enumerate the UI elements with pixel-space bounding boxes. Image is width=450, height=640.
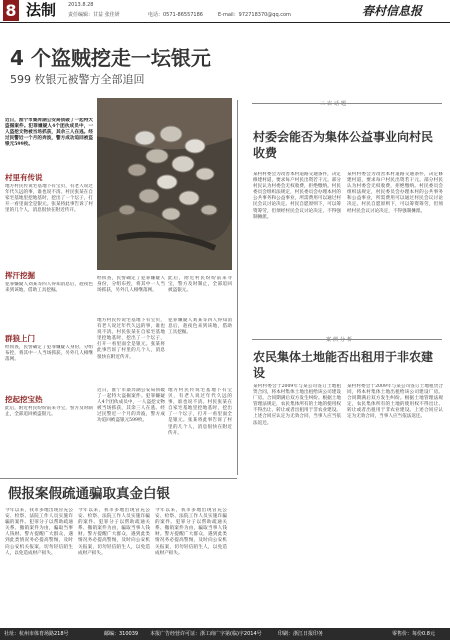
ad-top-rule [0, 478, 237, 479]
sub-heading-rumor: 村里有传说 [5, 173, 43, 182]
page-number: 8 [3, 0, 19, 21]
footer-address: 社址：杭州市体育场路218号 [4, 631, 69, 637]
sub-heading-group: 群狼上门 [5, 334, 35, 343]
ad-body-col2: 今年以来，我市多地出现冒充公安、检察、法院工作人员实施诈骗的案件。犯罪分子以帮助疏通关系、撤销案件为由，骗取当事人钱财。警方提醒广大群众，遇到此类情况务必提高警惕，及时向公安机关报案，切勿轻信陌生人，以免造成财产损失。 [78, 508, 150, 556]
masthead-rule [0, 22, 450, 23]
right1-label: 三农话题 [320, 101, 349, 107]
right1-body-col2: 某村村委会为改善本村道路交通条件，决定修建村道，要求每户村民出资若干元。部分村民认为村委会无权收费，拒绝缴纳。村民委员会组织法规定，村民委员会办理本村的公共事务和公益事业，所需费用可以通过村民会议讨论决定。村民自愿原则下，可以筹资筹劳，但须经村民会议讨论决定，不得强制摊派。 [347, 172, 443, 214]
right2-body-col1: 某村村委会于2009年与某公司签订土地租赁合同，将本村集体土地出租给该公司建设厂房。合同期满后双方发生纠纷。根据土地管理法规定，农民集体所有的土地的使用权不得出让、转让或者出租用于非农业建设。上述合同应认定为无效合同，当事人应当依法返还。 [253, 384, 341, 426]
sub-heading-dig: 挥汗挖掘 [5, 271, 35, 280]
coins-photo [97, 98, 232, 270]
right2-body-col2: 某村村委会于2009年与某公司签订土地租赁合同，将本村集体土地出租给该公司建设厂房。合同期满后双方发生纠纷。根据土地管理法规定，农民集体所有的土地的使用权不得出让、转让或者出租用于非农业建设。上述合同应认定为无效合同，当事人应当依法返还。 [347, 384, 443, 420]
footer-postcode: 邮编：310039 [104, 631, 139, 637]
body-group-right: 犯罪嫌疑人刘某等四人得知消息后，趁夜色来到该地，借助工具挖掘。 [168, 318, 232, 336]
lead-intro: 近日，淮宁市桑奔湖公安局侦破了一起特大盗掘案件。犯罪嫌疑人4个团伙成员中，一人盗挖文物被当场抓获，其余三人在逃。经过民警近一个月的奔波，警方成功追回被盗银元599枚。 [5, 118, 93, 148]
email-info: E-mail：972718370@qq.com [218, 12, 291, 18]
ad-title: 假报案假疏通骗取真金白银 [8, 486, 170, 502]
body-group: 经侦查，民警确定了犯罪嫌疑人身份，分组布控，将其中一人当场抓获，另外几人相继落网。 [5, 345, 93, 363]
body-group-mid: 地方村民传说宅基地下有宝贝，有老人说过年代久远的事，谁也说不清。村民张某在自家宅基地里挖地基时，挖出了一个坛子，打开一看里面全是银元。张某将此事告诉了村里的几个人，消息很快在附近传开。 [97, 318, 165, 360]
body-center: 经侦查，民警确定了犯罪嫌疑人身份，分组布控，将其中一人当场抓获，另外几人相继落网。 [97, 276, 165, 294]
body-fever-mid: 近日，淮宁市桑奔湖公安局侦破了一起特大盗掘案件。犯罪嫌疑人4个团伙成员中，一人盗挖文物被当场抓获，其余三人在逃。经过民警近一个月的奔波，警方成功追回被盗银元599枚。 [97, 388, 165, 424]
masthead [0, 0, 450, 22]
right1-label-rule [252, 103, 442, 104]
footer-print: 印刷：浙江日报印务 [278, 631, 324, 637]
footer-ad-license: 本报广告经营许可证：浙工商广字第(临)字2014号 [150, 631, 262, 637]
body-fever-right: 地方村民传说宅基地下有宝贝，有老人说过年代久远的事，谁也说不清。村民张某在自家宅基地里挖地基时，挖出了一个坛子，打开一看里面全是银元。张某将此事告诉了村里的几个人，消息很快在附近传开。 [168, 388, 232, 436]
column-divider [237, 100, 238, 475]
sub-heading-fever: 挖起挖宝热 [5, 395, 43, 404]
right2-title: 农民集体土地能否出租用于非农建设 [253, 350, 434, 380]
right1-body-col1: 某村村委会为改善本村道路交通条件，决定修建村道，要求每户村民出资若干元。部分村民认为村委会无权收费，拒绝缴纳。村民委员会组织法规定，村民委员会办理本村的公共事务和公益事业，所需费用可以通过村民会议讨论决定。村民自愿原则下，可以筹资筹劳，但须经村民会议讨论决定，不得强制摊派。 [253, 172, 341, 220]
right1-title: 村委会能否为集体公益事业向村民收费 [253, 130, 434, 160]
right2-label-rule [252, 339, 442, 340]
body-dig: 犯罪嫌疑人刘某等四人得知消息后，趁夜色来到该地，借助工具挖掘。 [5, 282, 93, 294]
paper-name: 春村信息报 [362, 4, 423, 18]
body-fever: 此后，附近村民纷纷前来寻宝，警方及时制止，全部追回被盗银元。 [5, 406, 93, 418]
editor-info: 责任编辑：甘益 张佳妍 [68, 12, 120, 18]
section-name: 法制 [26, 1, 57, 19]
ad-body-col3: 今年以来，我市多地出现冒充公安、检察、法院工作人员实施诈骗的案件。犯罪分子以帮助疏通关系、撤销案件为由，骗取当事人钱财。警方提醒广大群众，遇到此类情况务必提高警惕，及时向公安机关报案，切勿轻信陌生人，以免造成财产损失。 [155, 508, 227, 556]
body-center-2: 此后，附近村民纷纷前来寻宝，警方及时制止，全部追回被盗银元。 [168, 276, 232, 294]
right2-label: 案例分析 [326, 337, 355, 343]
issue-date: 2013.8.28 [68, 2, 94, 8]
footer-bar [0, 628, 450, 640]
ad-body-col1: 今年以来，我市多地出现冒充公安、检察、法院工作人员实施诈骗的案件。犯罪分子以帮助疏通关系、撤销案件为由，骗取当事人钱财。警方提醒广大群众，遇到此类情况务必提高警惕，及时向公安机关报案，切勿轻信陌生人，以免造成财产损失。 [5, 508, 73, 556]
phone-info: 电话：0571-86557186 [148, 12, 203, 18]
lead-title: 4 个盗贼挖走一坛银元 [10, 46, 211, 70]
footer-price: 零售价：每份0.8元 [392, 631, 435, 637]
body-rumor: 地方村民传说宅基地下有宝贝，有老人说过年代久远的事，谁也说不清。村民张某在自家宅基地里挖地基时，挖出了一个坛子，打开一看里面全是银元。张某将此事告诉了村里的几个人，消息很快在附近传开。 [5, 184, 93, 214]
lead-subtitle: 599 枚银元被警方全部追回 [10, 73, 145, 86]
